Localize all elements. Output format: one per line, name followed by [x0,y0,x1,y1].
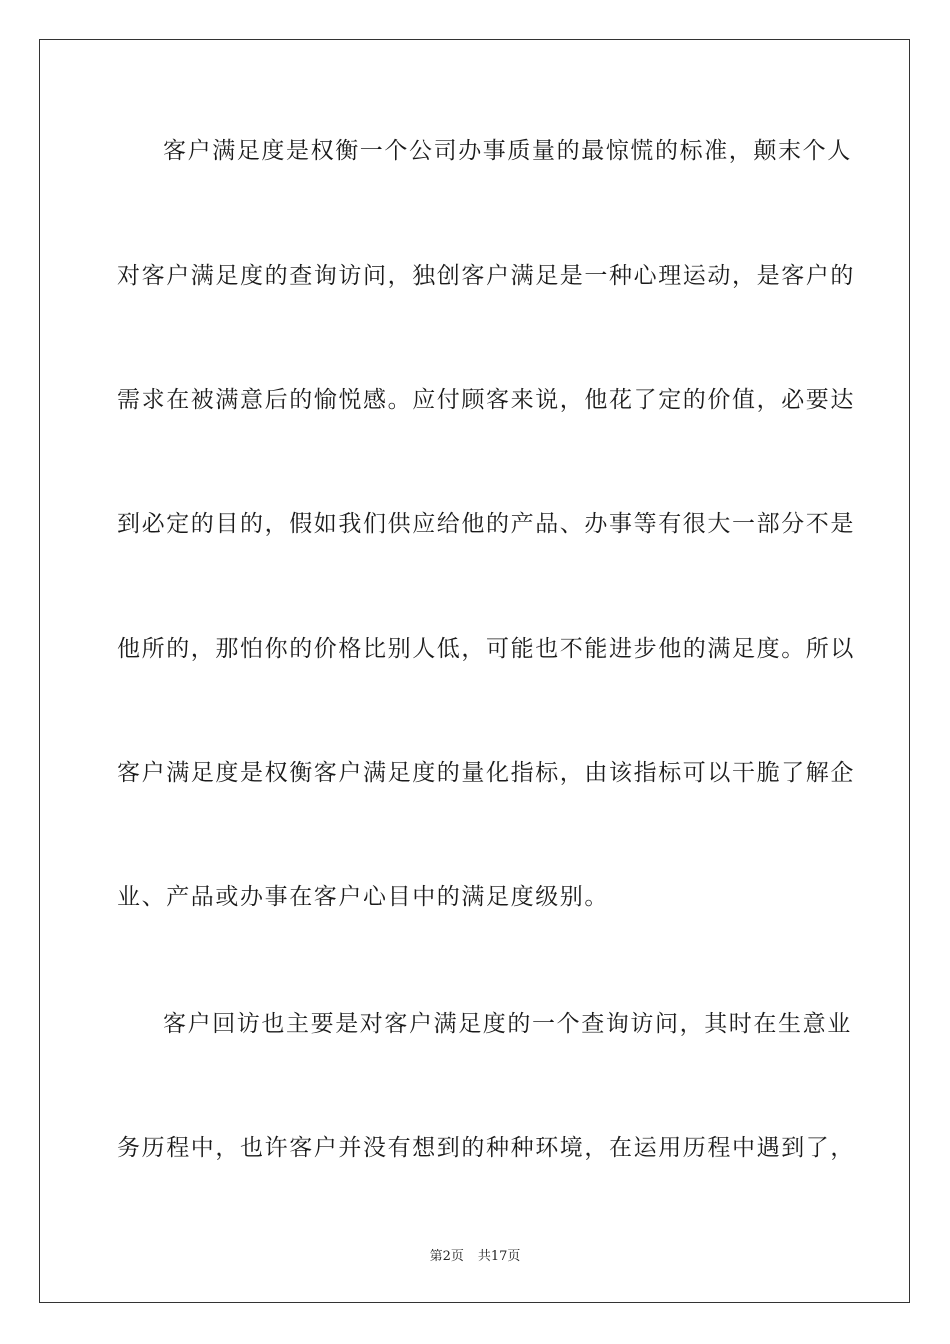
page-number: 第2页 [429,1249,464,1264]
paragraph-2-line-2: 务历程中，也许客户并没有想到的种种环境，在运用历程中遇到了， [117,1135,855,1161]
paragraph-1-line-6: 客户满足度是权衡客户满足度的量化指标，由该指标可以干脆了解企 [117,760,855,786]
page-border [39,39,910,1303]
paragraph-1-line-2: 对客户满足度的查询访问，独创客户满足是一种心理运动，是客户的 [117,263,855,289]
page-total: 共17页 [477,1249,521,1264]
paragraph-1-line-7: 业、产品或办事在客户心目中的满足度级别。 [117,884,609,910]
paragraph-2-line-1: 客户回访也主要是对客户满足度的一个查询访问，其时在生意业 [163,1011,852,1037]
paragraph-1-line-1: 客户满足度是权衡一个公司办事质量的最惊慌的标准，颠末个人 [163,138,852,164]
paragraph-1-line-5: 他所的，那怕你的价格比别人低，可能也不能进步他的满足度。所以 [117,636,855,662]
page-footer [0,1248,950,1266]
paragraph-1-line-3: 需求在被满意后的愉悦感。应付顾客来说，他花了定的价值，必要达 [117,387,855,413]
paragraph-1-line-4: 到必定的目的，假如我们供应给他的产品、办事等有很大一部分不是 [117,511,855,537]
